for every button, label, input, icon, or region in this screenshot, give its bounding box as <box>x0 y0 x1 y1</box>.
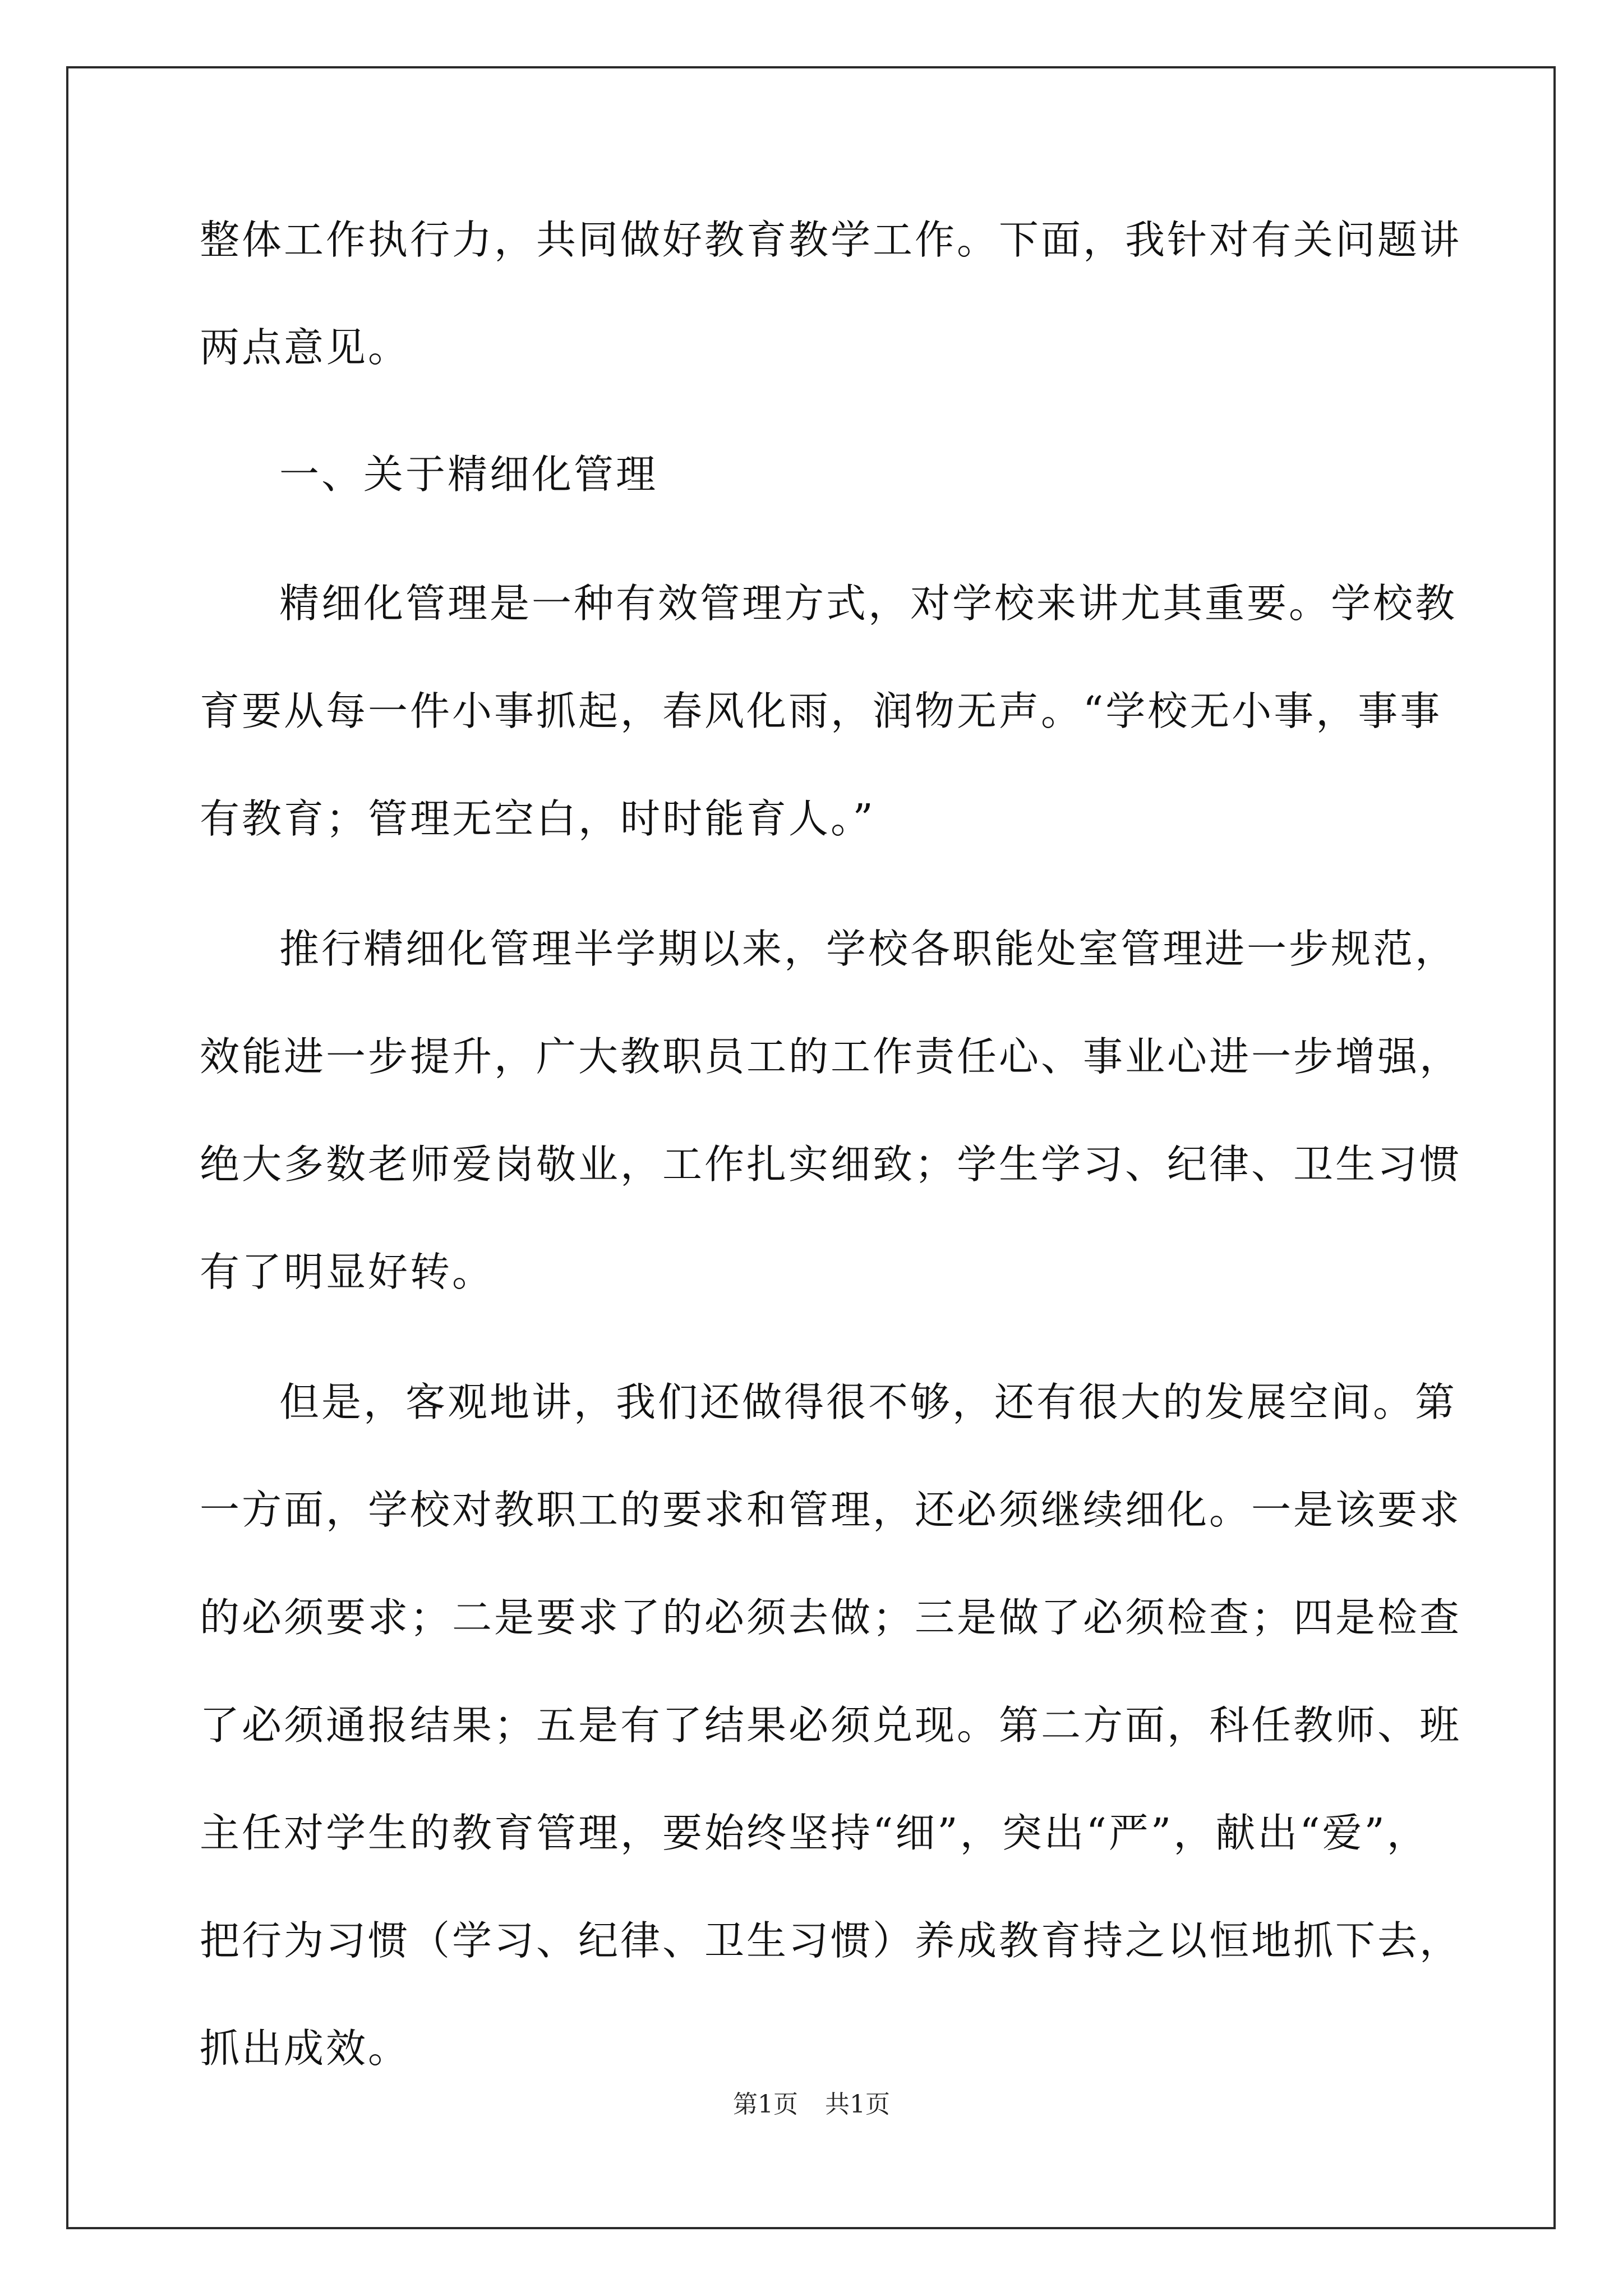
paragraph-line: 效能进一步提升，广大教职员工的工作责任心、事业心进一步增强， <box>200 1033 1462 1080</box>
paragraph-line: 有了明显好转。 <box>200 1249 495 1295</box>
paragraph-line: 主任对学生的教育管理，要始终坚持“细”，突出“严”，献出“爱”， <box>200 1810 1429 1856</box>
paragraph-line: 了必须通报结果；五是有了结果必须兑现。第二方面，科任教师、班 <box>200 1702 1462 1749</box>
paragraph-line: 有教育；管理无空白，时时能育人。” <box>200 795 875 842</box>
paragraph-line: 绝大多数老师爱岗敬业，工作扎实细致；学生学习、纪律、卫生习惯 <box>200 1141 1462 1188</box>
paragraph-line: 两点意见。 <box>200 324 411 371</box>
paragraph-line: 的必须要求；二是要求了的必须去做；三是做了必须检查；四是检查 <box>200 1594 1462 1641</box>
section-heading: 一、关于精细化管理 <box>279 451 658 498</box>
page-number: 第1页 <box>733 2090 798 2119</box>
paragraph-line: 精细化管理是一种有效管理方式，对学校来讲尤其重要。学校教 <box>279 580 1458 627</box>
page-total: 共1页 <box>825 2090 890 2119</box>
paragraph-line: 育要从每一件小事抓起，春风化雨，润物无声。“学校无小事，事事 <box>200 688 1442 734</box>
page-footer <box>0 2088 1623 2122</box>
paragraph-line: 一方面，学校对教职工的要求和管理，还必须继续细化。一是该要求 <box>200 1487 1462 1533</box>
paragraph-line: 整体工作执行力，共同做好教育教学工作。下面，我针对有关问题讲 <box>200 217 1462 263</box>
paragraph-line: 抓出成效。 <box>200 2025 411 2072</box>
paragraph-line: 把行为习惯（学习、纪律、卫生习惯）养成教育持之以恒地抓下去， <box>200 1917 1462 1964</box>
paragraph-line: 推行精细化管理半学期以来，学校各职能处室管理进一步规范， <box>279 926 1458 972</box>
paragraph-line: 但是，客观地讲，我们还做得很不够，还有很大的发展空间。第 <box>279 1379 1458 1425</box>
